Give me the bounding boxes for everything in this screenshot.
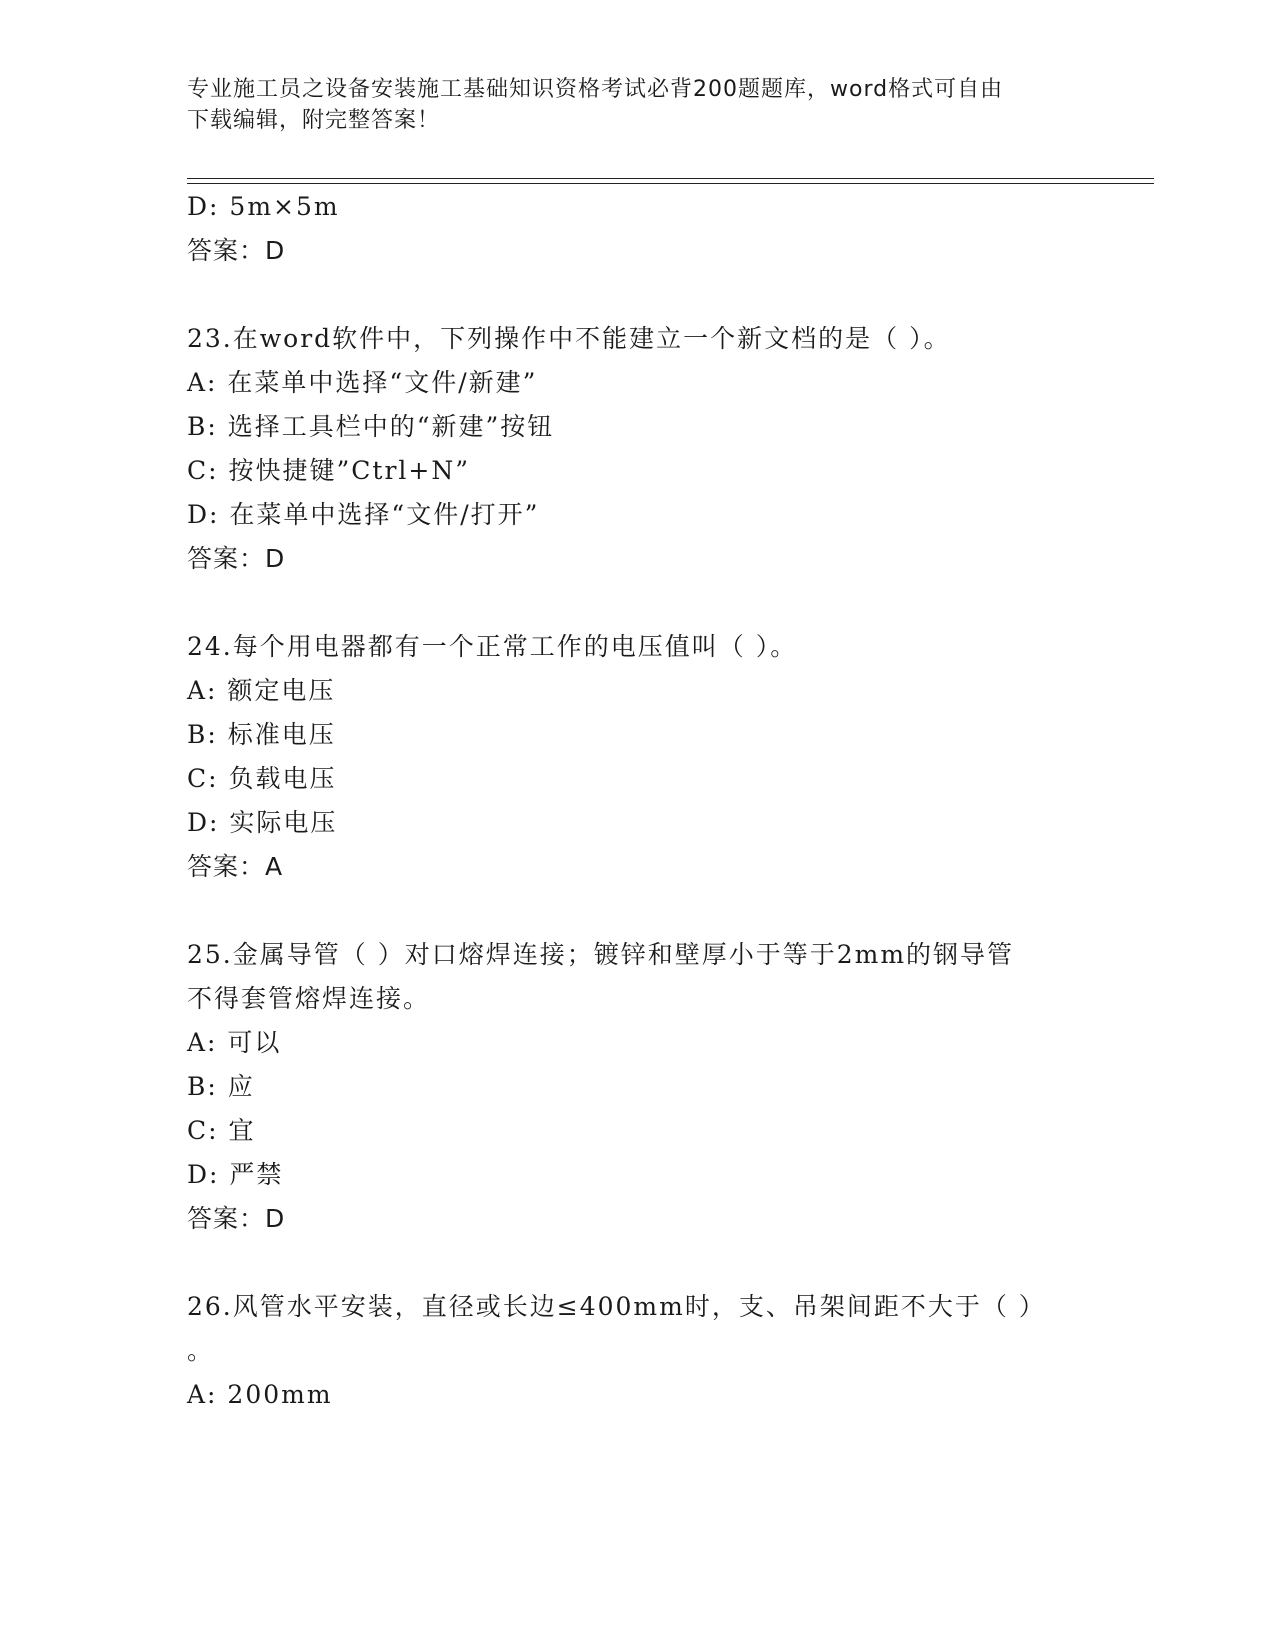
header-divider-top [187,178,1154,179]
q26-stem-line1: 26.风管水平安装，直径或长边≤400mm时，支、吊架间距不大于（ ） [187,1292,1046,1321]
q25-option-d: D: 严禁 [187,1160,284,1189]
q24-stem: 24.每个用电器都有一个正常工作的电压值叫（ ）。 [187,632,798,661]
header-title-line2: 下载编辑，附完整答案！ [187,108,441,133]
header-divider-bottom [187,183,1154,184]
q23-stem: 23.在word软件中，下列操作中不能建立一个新文档的是（ ）。 [187,324,951,353]
document-header [187,74,1067,136]
q23-answer: 答案：D [187,544,286,573]
q25-stem-line1: 25.金属导管（ ）对口熔焊连接；镀锌和壁厚小于等于2mm的钢导管 [187,940,1015,969]
q23-option-b: B: 选择工具栏中的“新建”按钮 [187,412,555,441]
q25-option-a: A: 可以 [187,1028,282,1057]
q25-stem-line2: 不得套管熔焊连接。 [187,984,431,1013]
q26-stem-line2: 。 [187,1336,215,1365]
q25-option-b: B: 应 [187,1072,255,1101]
q24-answer: 答案：A [187,852,284,881]
q22-option-d: D: 5m×5m [187,192,340,221]
q24-option-d: D: 实际电压 [187,808,338,837]
q26-option-a: A: 200mm [187,1380,333,1409]
q23-option-d: D: 在菜单中选择“文件/打开” [187,500,540,529]
q24-option-a: A: 额定电压 [187,676,336,705]
q23-option-a: A: 在菜单中选择“文件/新建” [187,368,538,397]
q22-answer: 答案：D [187,236,286,265]
header-title-line1: 专业施工员之设备安装施工基础知识资格考试必背200题题库，word格式可自由 [187,77,1004,102]
q24-option-c: C: 负载电压 [187,764,337,793]
q23-option-c: C: 按快捷键”Ctrl+N” [187,456,471,485]
q25-option-c: C: 宜 [187,1116,256,1145]
q24-option-b: B: 标准电压 [187,720,336,749]
q25-answer: 答案：D [187,1204,286,1233]
